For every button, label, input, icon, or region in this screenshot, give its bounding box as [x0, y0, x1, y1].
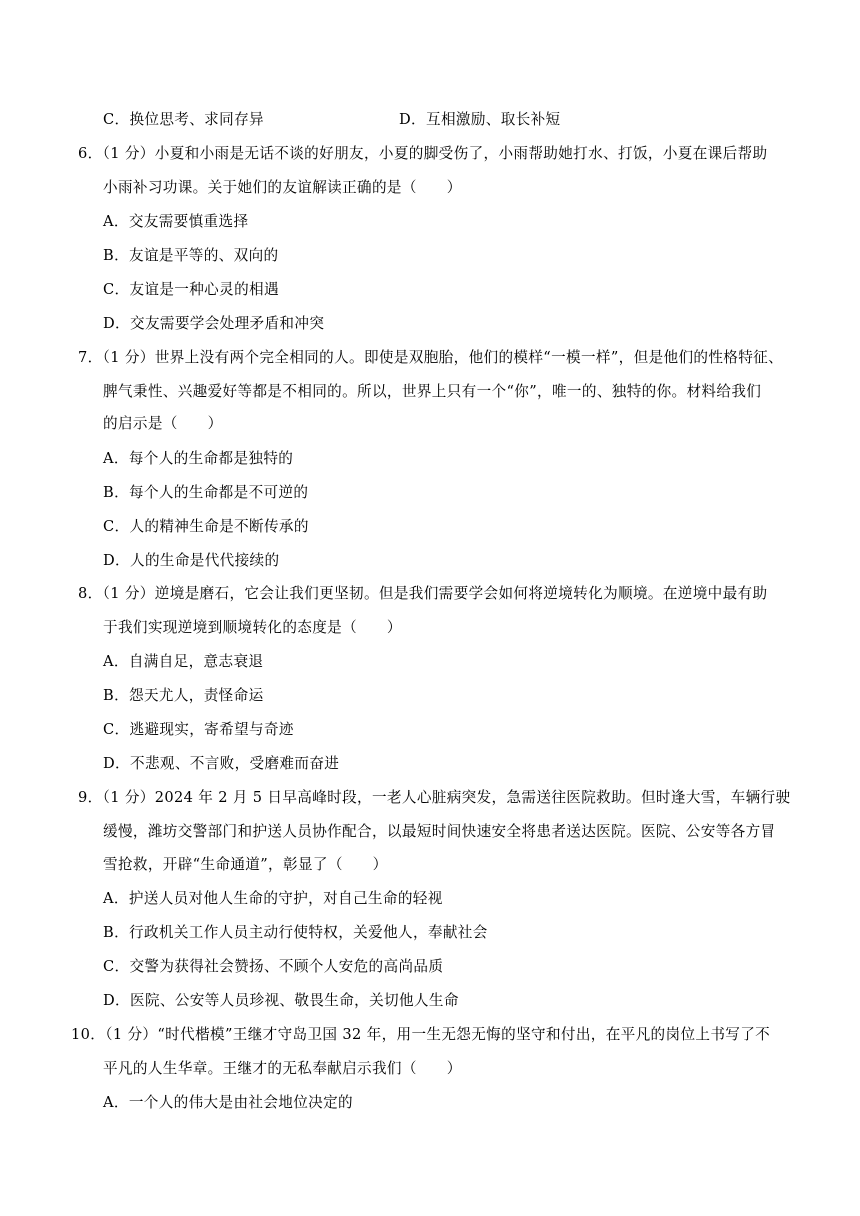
q7-option-d: D．人的生命是代代接续的 — [103, 552, 280, 569]
q6-option-b: B．友谊是平等的、双向的 — [103, 247, 279, 264]
q7-option-c: C．人的精神生命是不断传承的 — [103, 518, 309, 535]
q10-text: （1 分）“时代楷模”王继才守岛卫国 32 年，用一生无怨无悔的坚守和付出，在平凡的岗位上书写了不 — [105, 1026, 771, 1043]
q10-number: 10． — [71, 1026, 106, 1043]
q7-option-b: B．每个人的生命都是不可逆的 — [103, 484, 309, 501]
q9-option-b: B．行政机关工作人员主动行使特权，关爱他人，奉献社会 — [103, 924, 488, 941]
q7-option-a: A．每个人的生命都是独特的 — [103, 450, 294, 467]
q8-option-d: D．不悲观、不言败，受磨难而奋进 — [103, 755, 340, 772]
q8-option-b: B．怨天尤人，责怪命运 — [103, 687, 264, 704]
q8-number: 8． — [78, 585, 103, 602]
q9-option-a: A．护送人员对他人生命的守护，对自己生命的轻视 — [103, 890, 443, 907]
q7-stem-line-2: 脾气秉性、兴趣爱好等都是不相同的。所以，世界上只有一个“你”，唯一的、独特的你。材料给我们 — [103, 383, 762, 400]
q9-number: 9． — [78, 789, 103, 806]
q6-text: （1 分）小夏和小雨是无话不谈的好朋友，小夏的脚受伤了，小雨帮助她打水、打饭，小夏在课后帮助 — [102, 145, 768, 162]
q6-option-c: C．友谊是一种心灵的相遇 — [103, 281, 279, 298]
q8-stem-line-2: 于我们实现逆境到顺境转化的态度是（ ） — [103, 619, 402, 636]
q9-option-d: D．医院、公安等人员珍视、敬畏生命，关切他人生命 — [103, 992, 459, 1009]
q8-option-c: C．逃避现实，寄希望与奇迹 — [103, 721, 294, 738]
q8-stem-line-1 — [78, 585, 767, 603]
q5-option-c: C．换位思考、求同存异 — [103, 111, 264, 128]
q6-number: 6． — [78, 145, 103, 162]
q10-stem-line-1 — [71, 1026, 770, 1044]
q10-option-a: A．一个人的伟大是由社会地位决定的 — [103, 1094, 353, 1111]
q9-option-c: C．交警为获得社会赞扬、不顾个人安危的高尚品质 — [103, 958, 444, 975]
q8-text: （1 分）逆境是磨石，它会让我们更坚韧。但是我们需要学会如何将逆境转化为顺境。在逆境中最有助 — [102, 585, 768, 602]
q7-number: 7． — [78, 349, 103, 366]
q9-stem-line-3: 雪抢救，开辟“生命通道”，彰显了（ ） — [103, 856, 388, 873]
q6-option-a: A．交友需要慎重选择 — [103, 213, 249, 230]
q10-stem-line-2: 平凡的人生华章。王继才的无私奉献启示我们（ ） — [103, 1060, 462, 1077]
q6-stem-line-1 — [78, 145, 767, 163]
q7-stem-line-1 — [78, 349, 783, 367]
q5-option-d: D．互相激励、取长补短 — [399, 111, 561, 128]
q7-stem-line-3: 的启示是（ ） — [103, 415, 223, 432]
q7-text: （1 分）世界上没有两个完全相同的人。即使是双胞胎，他们的模样“一模一样”，但是他们的性格特征、 — [102, 349, 784, 366]
q9-stem-line-1 — [78, 789, 790, 807]
q6-stem-line-2: 小雨补习功课。关于她们的友谊解读正确的是（ ） — [103, 179, 462, 196]
q6-option-d: D．交友需要学会处理矛盾和冲突 — [103, 315, 325, 332]
q9-text: （1 分）2024 年 2 月 5 日早高峰时段，一老人心脏病突发，急需送往医院救助。但时逢大雪，车辆行驶 — [102, 789, 791, 806]
q9-stem-line-2: 缓慢，潍坊交警部门和护送人员协作配合，以最短时间快速安全将患者送达医院。医院、公安等各方冒 — [103, 823, 776, 840]
q8-option-a: A．自满自足，意志衰退 — [103, 653, 264, 670]
